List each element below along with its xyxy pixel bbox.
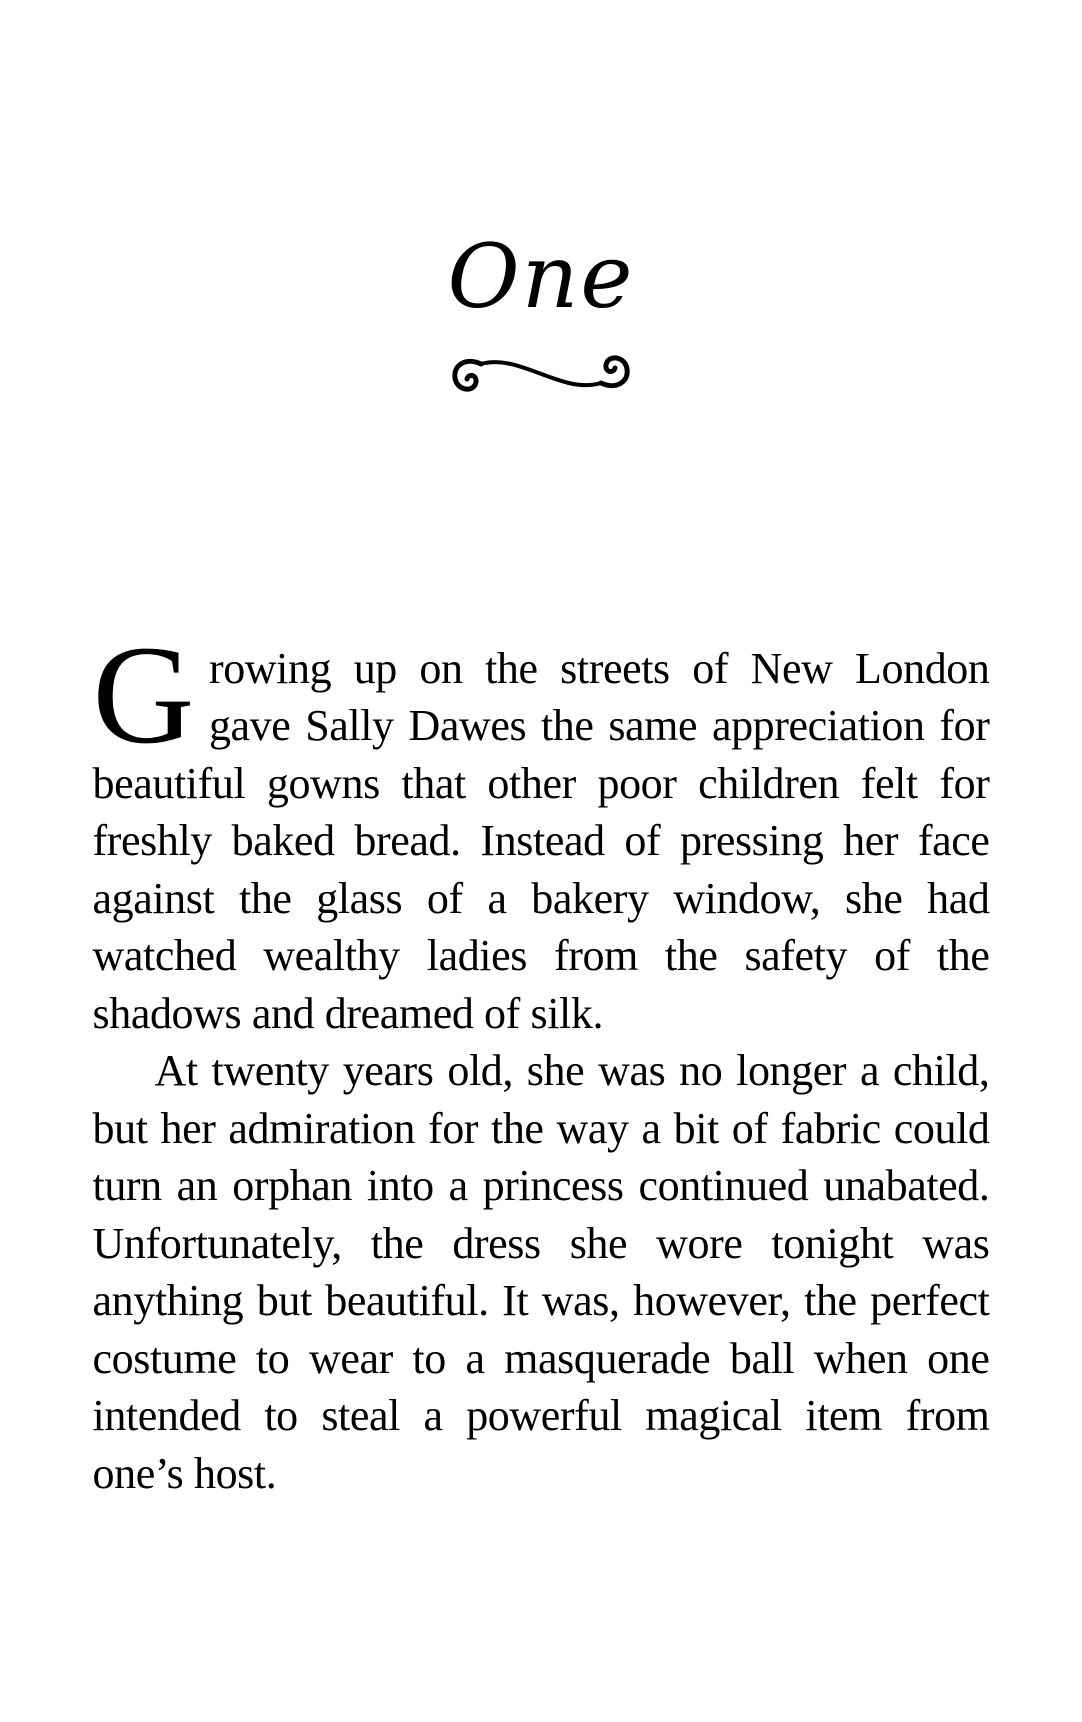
chapter-title: One: [447, 225, 635, 328]
paragraph-text: rowing up on the streets of New London gave Sally Dawes the same appreciation for beautiful gowns that other poor children felt for freshly baked bread. Instead of pressing her face against the glass of a bakery window, she had watched wealthy ladies from the safety of the shadows and dreamed of silk.: [92, 643, 990, 1038]
drop-cap: G: [92, 616, 194, 773]
paragraph: [92, 616, 990, 1043]
flourish-icon: [448, 351, 634, 397]
paragraph: At twenty years old, she was no longer a child, but her admiration for the way a bit of fabric could turn an orphan into a princess continued unabated. Unfortunately, the dress she wore tonight was anything but beautiful. It was, however, the perfect costume to wear to a masquerade ball when one intended to steal a powerful magical item from one’s host.: [92, 1046, 990, 1498]
chapter-body: [92, 616, 990, 1503]
chapter-ornament: [0, 351, 1082, 397]
